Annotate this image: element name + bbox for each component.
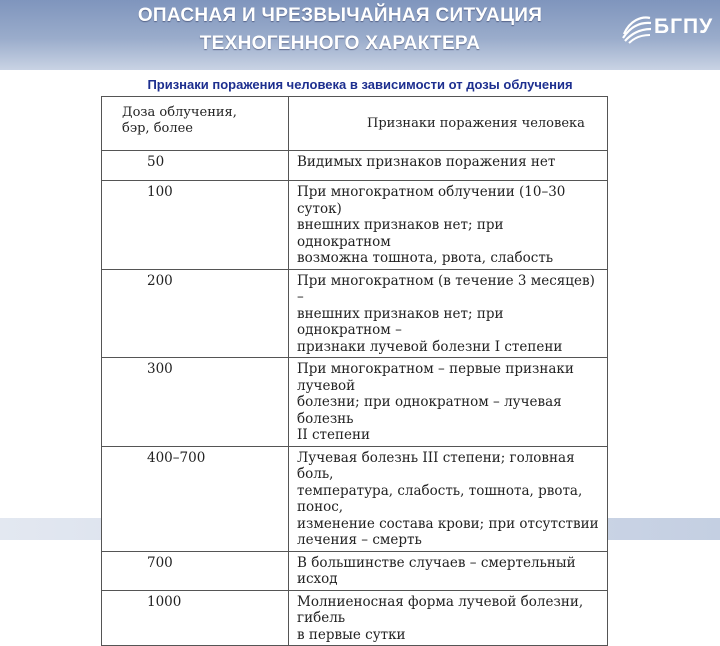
- slide-header: [0, 0, 720, 70]
- table-row: [102, 358, 608, 447]
- symptoms-line: температура, слабость, тошнота, рвота, понос,: [297, 482, 583, 515]
- table-row: [102, 590, 608, 646]
- symptoms-line: Молниеносная форма лучевой болезни, гибель: [297, 593, 584, 626]
- symptoms-line: лечения – смерть: [297, 532, 422, 548]
- symptoms-cell: [289, 551, 608, 590]
- symptoms-cell: [289, 181, 608, 270]
- table-caption: Признаки поражения человека в зависимости от дозы облучения: [147, 77, 573, 92]
- dose-cell: 1000: [102, 590, 289, 646]
- university-logo: [620, 8, 714, 48]
- symptoms-line: болезни; при однократном – лучевая болезнь: [297, 394, 562, 427]
- table-row: [102, 181, 608, 270]
- dose-cell: 400–700: [102, 446, 289, 551]
- table-row: [102, 269, 608, 358]
- symptoms-line: внешних признаков нет; при однократном: [297, 217, 504, 250]
- dose-cell: 200: [102, 269, 289, 358]
- dose-cell: 50: [102, 151, 289, 181]
- symptoms-line: В большинстве случаев – смертельный исход: [297, 554, 576, 587]
- symptoms-cell: [289, 590, 608, 646]
- symptoms-line: При многократном (в течение 3 месяцев) –: [297, 272, 595, 305]
- symptoms-line: При многократном облучении (10–30 суток): [297, 184, 566, 217]
- title-line-2: ТЕХНОГЕННОГО ХАРАКТЕРА: [199, 33, 481, 54]
- symptoms-line: внешних признаков нет; при однократном –: [297, 305, 504, 338]
- symptoms-line: изменение состава крови; при отсутствии: [297, 515, 599, 532]
- table-header-row: [102, 97, 608, 151]
- symptoms-line: в первые сутки: [297, 626, 406, 643]
- logo-swirl-icon: [620, 10, 654, 44]
- table-row: [102, 446, 608, 551]
- dose-cell: 700: [102, 551, 289, 590]
- title-line-1: ОПАСНАЯ И ЧРЕЗВЫЧАЙНАЯ СИТУАЦИЯ: [137, 5, 543, 26]
- symptoms-cell: [289, 151, 608, 181]
- logo-text: БГПУ: [654, 15, 714, 38]
- header-symptoms: Признаки поражения человека: [289, 97, 608, 151]
- symptoms-line: возможна тошнота, рвота, слабость: [297, 250, 554, 266]
- symptoms-line: признаки лучевой болезни I степени: [297, 338, 563, 355]
- dose-cell: 100: [102, 181, 289, 270]
- symptoms-cell: [289, 358, 608, 447]
- header-dose: Доза облучения, бэр, более: [102, 97, 289, 151]
- symptoms-cell: [289, 269, 608, 358]
- symptoms-cell: [289, 446, 608, 551]
- symptoms-line: При многократном – первые признаки лучевой: [297, 361, 574, 394]
- dose-cell: 300: [102, 358, 289, 447]
- radiation-dose-table: [101, 96, 608, 646]
- symptoms-line: Лучевая болезнь III степени; головная боль,: [297, 449, 575, 482]
- symptoms-line: Видимых признаков поражения нет: [297, 154, 556, 170]
- symptoms-line: II степени: [297, 427, 370, 443]
- table-row: [102, 151, 608, 181]
- table-row: [102, 551, 608, 590]
- slide-title: [40, 2, 640, 58]
